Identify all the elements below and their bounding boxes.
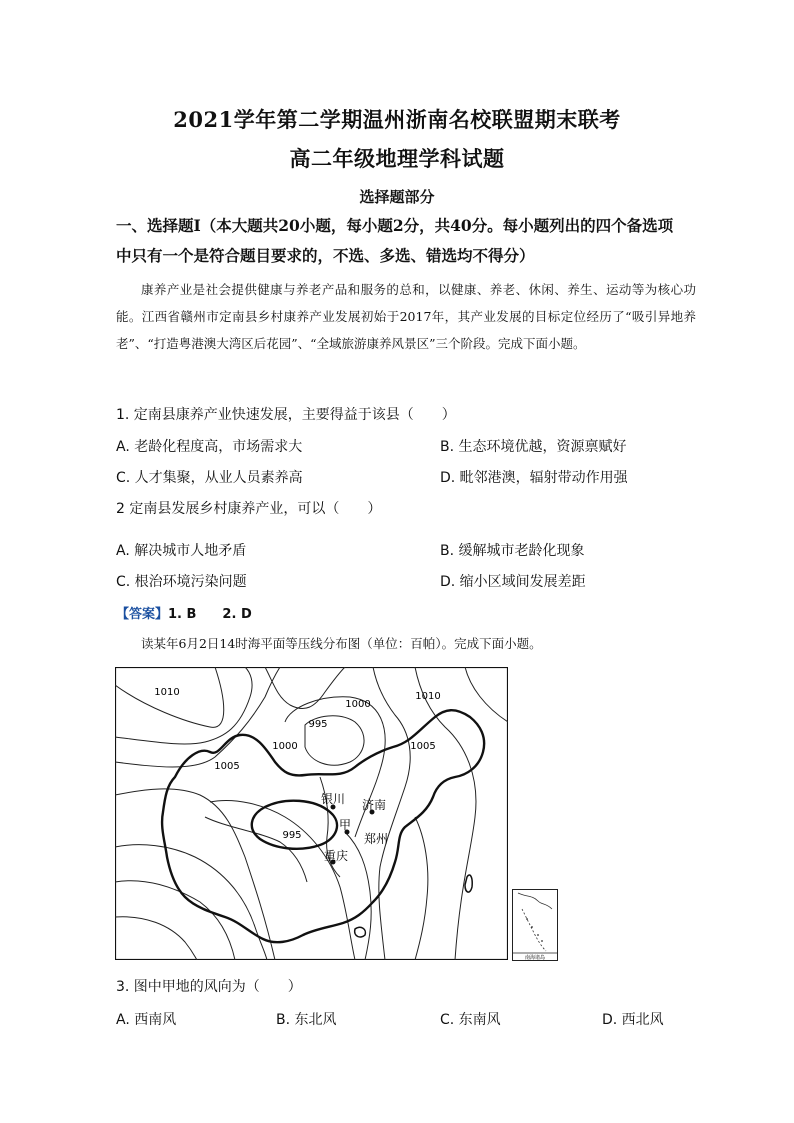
isobar-label: 995 [282,830,302,841]
q1-option-a: A. 老龄化程度高，市场需求大 [116,439,303,455]
question-3-stem: 3. 图中甲地的风向为（ ） [116,979,302,995]
q2-option-b: B. 缓解城市老龄化现象 [440,543,585,559]
exam-title: 2021学年第二学期温州浙南名校联盟期末联考 [173,107,621,132]
section-line-1: 一、选择题Ⅰ（本大题共20小题，每小题2分，共40分。每小题列出的四个备选项 [116,216,674,235]
isobar-label: 995 [308,719,328,730]
city-label: 郑州 [363,832,389,846]
city-label: 济南 [361,798,387,812]
section-line-2: 中只有一个是符合题目要求的，不选、多选、错选均不得分） [116,246,535,265]
isobar-map [115,667,508,960]
q3-option-b: B. 东北风 [276,1012,337,1028]
south-china-sea-inset [512,889,558,961]
isobar-label: 1010 [415,691,441,702]
q1-option-c: C. 人才集聚，从业人员素养高 [116,470,303,486]
q2-option-a: A. 解决城市人地矛盾 [116,543,247,559]
location-jia-label: 甲 [338,818,352,832]
city-label: 银川 [320,792,346,806]
answer-line [116,603,252,622]
question-1-stem: 1. 定南县康养产业快速发展，主要得益于该县（ ） [116,407,456,423]
q1-option-d: D. 毗邻港澳，辐射带动作用强 [440,470,628,486]
q3-option-a: A. 西南风 [116,1012,177,1028]
answer-tag: 【答案】 [116,607,169,622]
part-heading: 选择题部分 [359,188,435,206]
inset-label: 南海诸岛 [524,955,546,961]
q1-option-b: B. 生态环境优越，资源禀赋好 [440,439,627,455]
isobar-label: 1000 [345,699,371,710]
isobar-label: 1005 [214,761,240,772]
isobar-label: 1010 [154,687,180,698]
passage-kangyang: 康养产业是社会提供健康与养老产品和服务的总和，以健康、养老、休闲、养生、运动等为核心功能。江西省赣州市定南县乡村康养产业发展初始于2017年，其产业发展的目标定位经历了“吸引异地养老”、“打造粤港澳大湾区后花园”、“全域旅游康养风景区”三个阶段。完成下面小题。 [116,282,696,351]
section-instructions [116,211,691,271]
q2-option-c: C. 根治环境污染问题 [116,574,247,590]
q2-option-d: D. 缩小区域间发展差距 [440,574,586,590]
passage-isobar: 读某年6月2日14时海平面等压线分布图（单位：百帕）。完成下面小题。 [141,636,542,651]
isobar-label: 1000 [272,741,298,752]
exam-subtitle: 高二年级地理学科试题 [289,146,505,171]
question-2-stem: 2 定南县发展乡村康养产业，可以（ ） [116,501,382,517]
isobar-label: 1005 [410,741,436,752]
q3-option-d: D. 西北风 [602,1012,664,1028]
q3-option-c: C. 东南风 [440,1012,501,1028]
answer-text: 1. B 2. D [168,607,252,622]
city-label: 重庆 [323,849,349,863]
